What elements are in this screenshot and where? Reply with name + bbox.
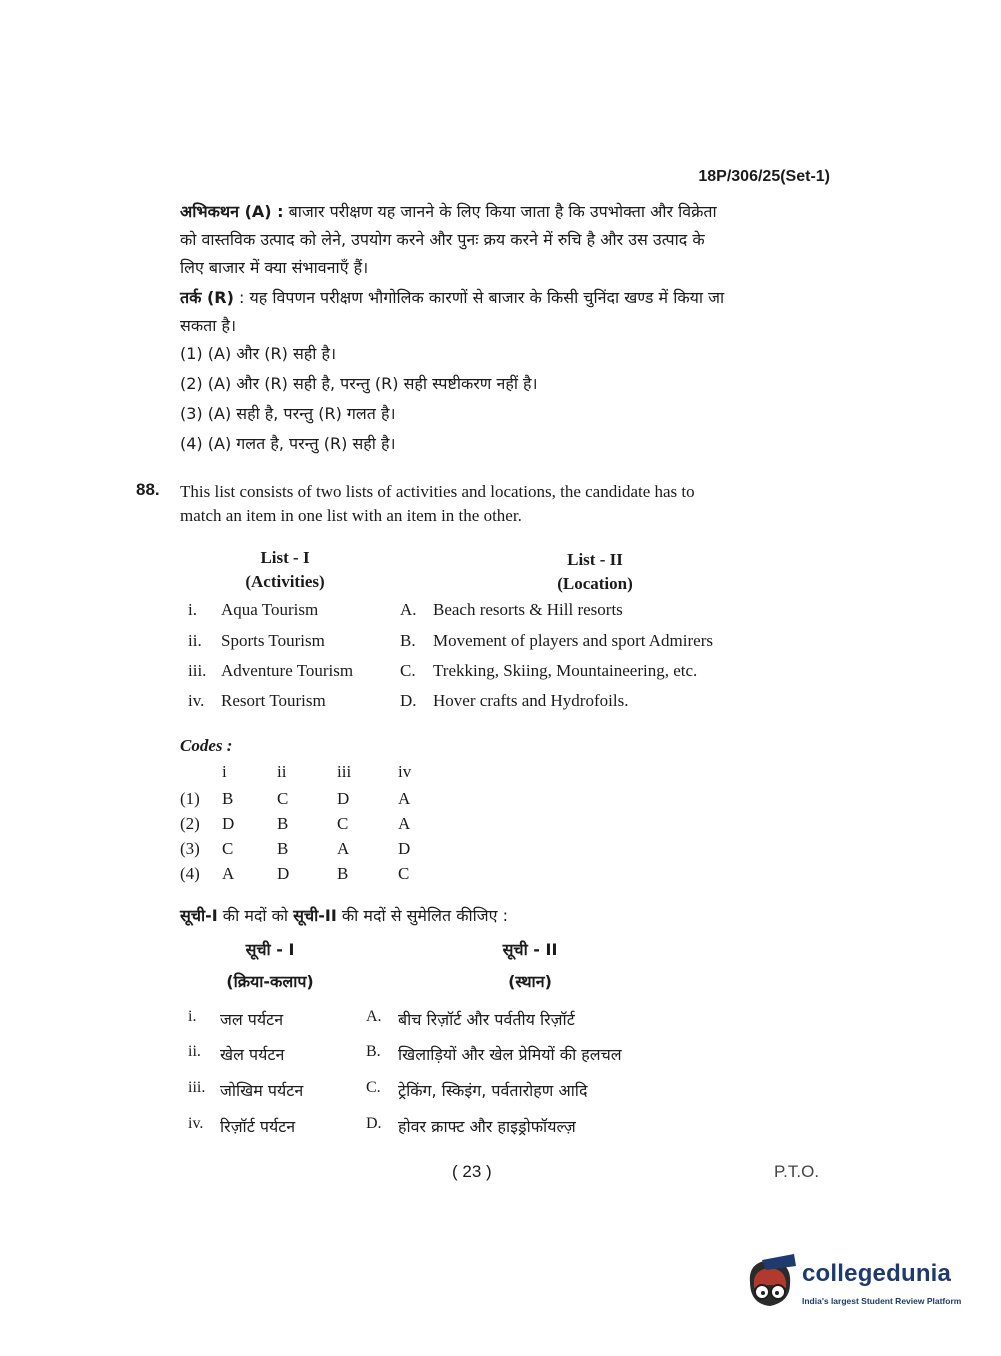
- row-activity: रिज़ॉर्ट पर्यटन: [220, 1117, 296, 1136]
- list2-title: List - II: [567, 550, 623, 569]
- row-letter: B.: [366, 1043, 381, 1060]
- assertion-line1: बाजार परीक्षण यह जानने के लिए किया जाता है कि उपभोक्ता और विक्रेता: [288, 202, 717, 221]
- list1-hi-title: सूची - I: [245, 940, 295, 959]
- list2-hi-title: सूची - II: [502, 940, 558, 959]
- row-activity: खेल पर्यटन: [220, 1045, 285, 1064]
- collegedunia-logo[interactable]: [740, 1250, 970, 1320]
- option-hi-2: (2) (A) और (R) सही है, परन्तु (R) सही स्पष्टीकरण नहीं है।: [180, 374, 538, 393]
- reason-label: तर्क (R): [180, 288, 234, 307]
- row-location: Trekking, Skiing, Mountaineering, etc.: [433, 661, 698, 680]
- codes-option: (2): [180, 814, 200, 833]
- row-activity: जोखिम पर्यटन: [220, 1081, 304, 1100]
- row-location: Beach resorts & Hill resorts: [433, 600, 623, 619]
- row-letter: C.: [400, 661, 416, 680]
- codes-row: [0, 814, 1001, 834]
- list1-hi-heading: [200, 938, 340, 992]
- codes-header: i: [222, 762, 227, 781]
- row-letter: B.: [400, 631, 416, 650]
- codes-cell: D: [398, 839, 411, 858]
- list1-hi-subtitle: (क्रिया-कलाप): [226, 972, 314, 991]
- row-letter: A.: [400, 600, 417, 619]
- assertion-line2: को वास्तविक उत्पाद को लेने, उपयोग करने और पुनः क्रय करने में रुचि है और उस उत्पाद के: [180, 230, 705, 249]
- reason-block: [180, 286, 820, 338]
- codes-cell: C: [277, 789, 289, 808]
- row-location: Hover crafts and Hydrofoils.: [433, 691, 629, 710]
- logo-tagline: India's largest Student Review Platform: [802, 1296, 962, 1306]
- page-number: ( 23 ): [452, 1162, 492, 1181]
- option-hi-4: (4) (A) गलत है, परन्तु (R) सही है।: [180, 434, 396, 453]
- mascot-icon: [740, 1252, 800, 1312]
- codes-cell: A: [337, 839, 350, 858]
- codes-cell: B: [277, 814, 289, 833]
- codes-header: iii: [337, 762, 352, 781]
- codes-title: Codes :: [180, 736, 233, 755]
- codes-header: ii: [277, 762, 287, 781]
- row-location: बीच रिज़ॉर्ट और पर्वतीय रिज़ॉर्ट: [398, 1010, 575, 1029]
- codes-cell: D: [277, 864, 290, 883]
- list2-hi-heading: [460, 938, 600, 992]
- row-location: खिलाड़ियों और खेल प्रेमियों की हलचल: [398, 1045, 622, 1064]
- codes-cell: A: [398, 789, 411, 808]
- row-num: iii.: [188, 661, 207, 680]
- question-line1: This list consists of two lists of activities and locations, the candidate has to: [180, 482, 695, 501]
- codes-row: [0, 864, 1001, 884]
- row-letter: C.: [366, 1079, 381, 1096]
- row-num: i.: [188, 1008, 197, 1025]
- question-line2: match an item in one list with an item in the other.: [180, 506, 522, 525]
- row-activity: Sports Tourism: [221, 631, 325, 650]
- codes-cell: C: [337, 814, 349, 833]
- row-num: iii.: [188, 1079, 206, 1096]
- codes-cell: B: [222, 789, 234, 808]
- instruction-part: की मदों से सुमेलित कीजिए :: [336, 906, 508, 925]
- list2-heading: [520, 548, 670, 596]
- codes-cell: B: [277, 839, 289, 858]
- codes-cell: D: [222, 814, 235, 833]
- logo-name: collegedunia: [802, 1260, 952, 1287]
- row-activity: Aqua Tourism: [221, 600, 319, 619]
- hindi-instruction: [180, 904, 508, 926]
- assertion-line3: लिए बाजार में क्या संभावनाएँ हैं।: [180, 258, 369, 277]
- row-num: i.: [188, 600, 197, 619]
- question-text: [180, 480, 820, 528]
- row-location: होवर क्राफ्ट और हाइड्रोफॉयल्ज़: [398, 1117, 576, 1136]
- pto-label: P.T.O.: [774, 1162, 820, 1181]
- codes-cell: D: [337, 789, 350, 808]
- codes-header-row: [0, 762, 1001, 782]
- row-activity: Resort Tourism: [221, 691, 326, 710]
- row-letter: A.: [366, 1008, 382, 1025]
- assertion-block: [180, 200, 820, 280]
- row-num: ii.: [188, 631, 202, 650]
- list1-subtitle: (Activities): [245, 572, 325, 591]
- paper-code: 18P/306/25(Set-1): [698, 168, 830, 185]
- list1-heading: [215, 546, 355, 594]
- list2-subtitle: (Location): [557, 574, 633, 593]
- codes-cell: C: [398, 864, 410, 883]
- row-num: ii.: [188, 1043, 201, 1060]
- option-hi-1: (1) (A) और (R) सही है।: [180, 344, 337, 363]
- list2-hi-subtitle: (स्थान): [508, 972, 552, 991]
- row-location: Movement of players and sport Admirers: [433, 631, 713, 650]
- codes-cell: B: [337, 864, 349, 883]
- reason-line2: सकता है।: [180, 316, 237, 335]
- assertion-label: अभिकथन (A) :: [180, 202, 284, 221]
- row-num: iv.: [188, 691, 205, 710]
- row-num: iv.: [188, 1115, 204, 1132]
- instruction-part: की मदों को: [217, 906, 294, 925]
- question-number: 88.: [136, 480, 160, 499]
- instruction-list1: सूची-I: [180, 906, 218, 925]
- row-letter: D.: [366, 1115, 382, 1132]
- row-letter: D.: [400, 691, 417, 710]
- codes-option: (1): [180, 789, 200, 808]
- codes-cell: A: [398, 814, 411, 833]
- codes-cell: C: [222, 839, 234, 858]
- row-location: ट्रेकिंग, स्किइंग, पर्वतारोहण आदि: [398, 1081, 588, 1100]
- reason-line1: : यह विपणन परीक्षण भौगोलिक कारणों से बाजार के किसी चुनिंदा खण्ड में किया जा: [239, 288, 725, 307]
- row-activity: जल पर्यटन: [220, 1010, 284, 1029]
- codes-header: iv: [398, 762, 412, 781]
- codes-row: [0, 839, 1001, 859]
- list1-title: List - I: [260, 548, 310, 567]
- codes-option: (3): [180, 839, 200, 858]
- codes-option: (4): [180, 864, 200, 883]
- option-hi-3: (3) (A) सही है, परन्तु (R) गलत है।: [180, 404, 396, 423]
- row-activity: Adventure Tourism: [221, 661, 354, 680]
- instruction-list2: सूची-II: [293, 906, 337, 925]
- codes-cell: A: [222, 864, 235, 883]
- codes-row: [0, 789, 1001, 809]
